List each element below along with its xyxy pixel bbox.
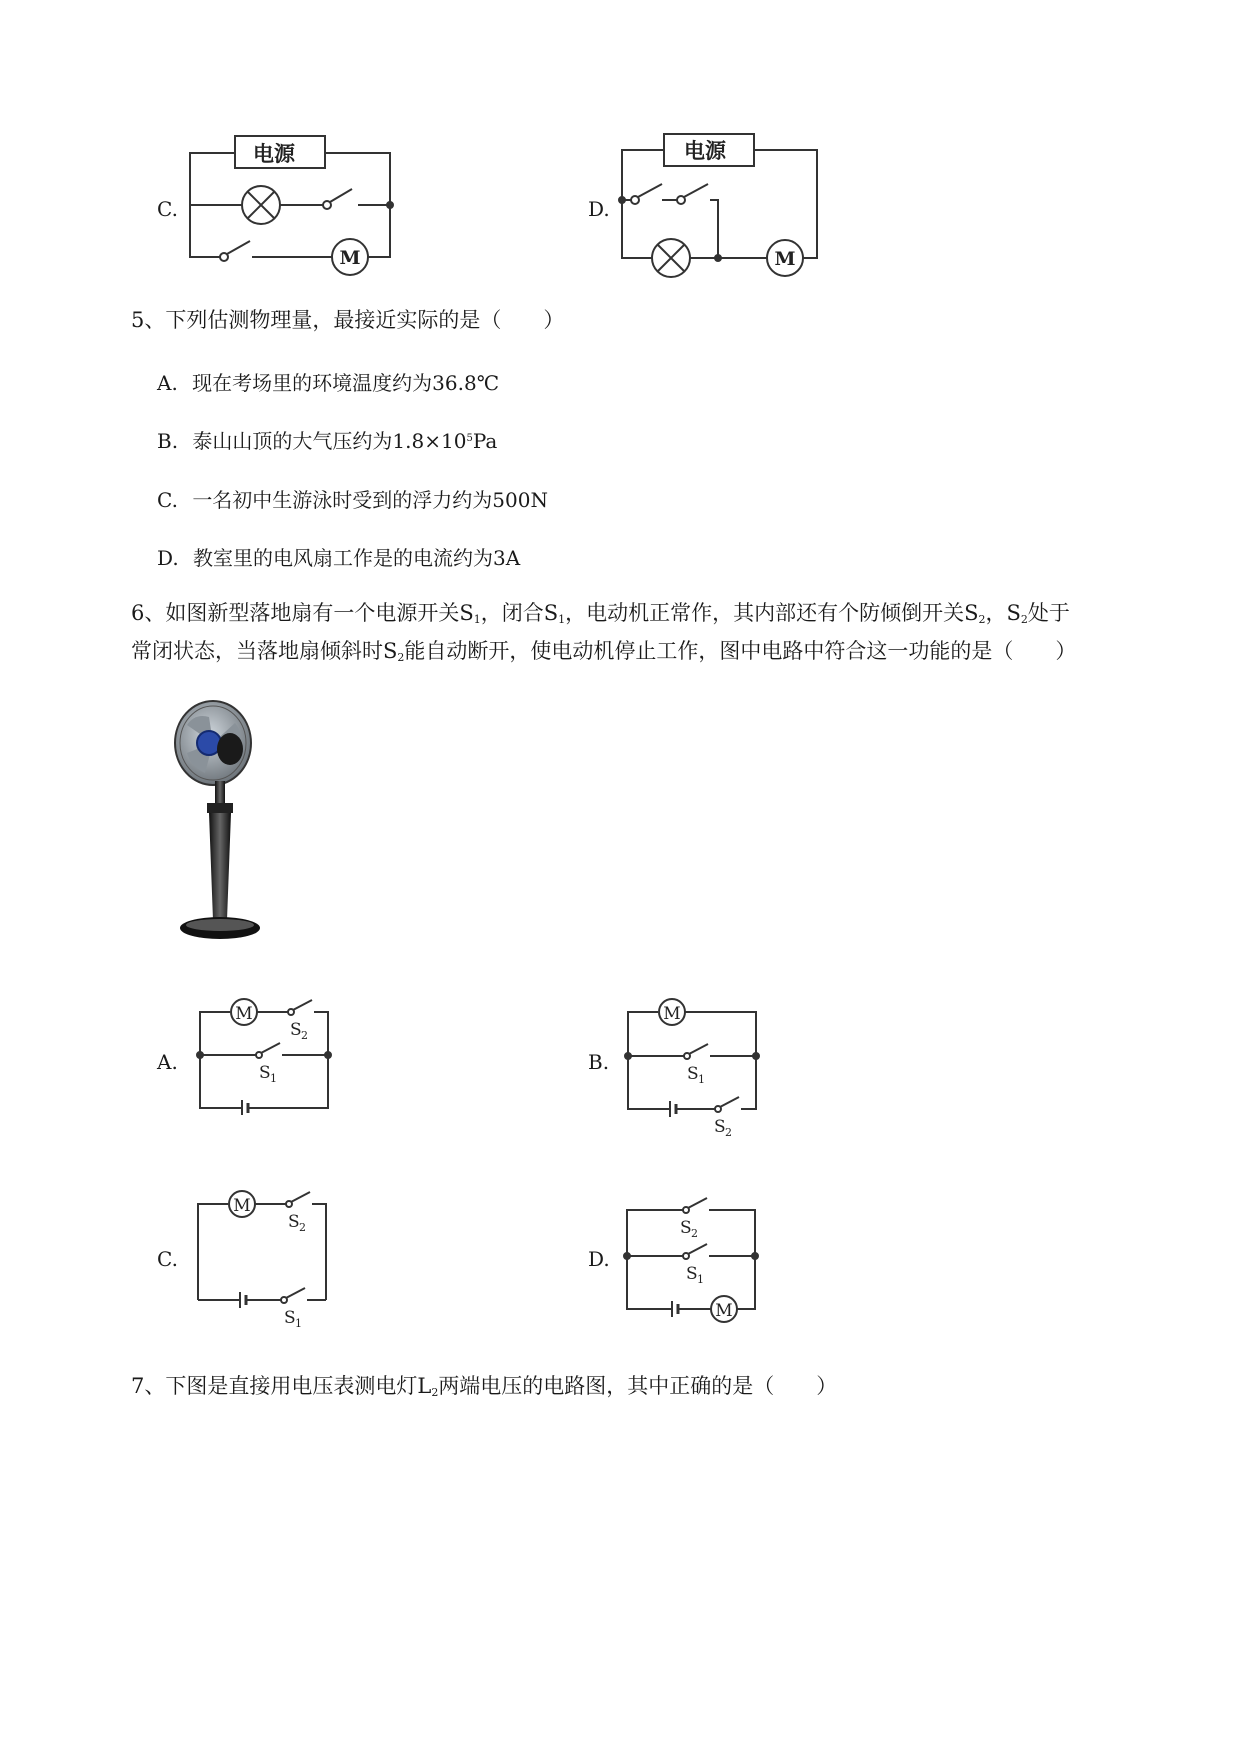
- option-letter: B.: [157, 429, 179, 453]
- svg-text:M: M: [339, 247, 361, 269]
- svg-text:2: 2: [691, 1227, 698, 1240]
- q4-option-d-letter: D.: [588, 197, 610, 221]
- q6-option-b-letter: B.: [588, 1050, 610, 1074]
- q6-option-d-circuit: [617, 1192, 772, 1327]
- svg-text:M: M: [233, 1196, 251, 1216]
- q5-option-a: [157, 367, 499, 396]
- q4-option-c-letter: C.: [157, 197, 178, 221]
- svg-text:2: 2: [725, 1126, 732, 1137]
- svg-text:S: S: [259, 1063, 271, 1083]
- svg-text:S: S: [284, 1308, 296, 1327]
- q6-stem-line1: 6、如图新型落地扇有一个电源开关$S_1$，闭合$S_1$，电动机正常作，其内部还有个防倾倒开关$S_2$，$S_2$处于: [131, 601, 1070, 626]
- option-text: 泰山山顶的大气压约为$1.8\times 10^5Pa$: [192, 429, 498, 453]
- svg-text:电源: 电源: [253, 141, 295, 166]
- q5-option-c: [157, 484, 548, 513]
- switch-icon: [677, 196, 685, 204]
- option-text: 教室里的电风扇工作是的电流约为3A: [193, 546, 521, 570]
- q6-option-a-letter: A.: [157, 1050, 178, 1074]
- svg-text:M: M: [715, 1301, 733, 1321]
- option-text: 一名初中生游泳时受到的浮力约为500N: [192, 488, 548, 512]
- svg-text:S: S: [686, 1264, 698, 1284]
- svg-text:M: M: [774, 248, 796, 270]
- q6-option-b-circuit: [618, 992, 773, 1137]
- svg-text:2: 2: [301, 1029, 308, 1042]
- q5-stem: 5、下列估测物理量，最接近实际的是（ ）: [131, 308, 565, 332]
- q6-option-a-circuit: [190, 990, 340, 1115]
- svg-text:1: 1: [295, 1317, 302, 1327]
- option-text: 现在考场里的环境温度约为36.8℃: [192, 371, 500, 395]
- svg-text:S: S: [687, 1064, 699, 1084]
- option-letter: C.: [157, 488, 178, 512]
- q5-option-b: [157, 425, 497, 454]
- svg-text:S: S: [680, 1218, 692, 1238]
- q6-stem-line2: 常闭状态，当落地扇倾斜时$S_2$能自动断开，使电动机停止工作，图中电路中符合这一功能的是（ ）: [131, 639, 1077, 664]
- switch-icon: [631, 196, 639, 204]
- svg-text:1: 1: [270, 1072, 277, 1085]
- q6-option-c-circuit: [188, 1182, 338, 1327]
- q4-option-c-circuit: [180, 125, 410, 285]
- svg-text:S: S: [290, 1020, 302, 1040]
- svg-text:M: M: [235, 1004, 253, 1024]
- switch-icon: [220, 253, 228, 261]
- svg-text:电源: 电源: [684, 138, 726, 163]
- svg-text:M: M: [663, 1004, 681, 1024]
- switch-icon: [323, 201, 331, 209]
- option-letter: A.: [157, 371, 178, 395]
- svg-text:S: S: [714, 1117, 726, 1137]
- q6-option-d-letter: D.: [588, 1247, 610, 1271]
- svg-text:S: S: [288, 1212, 300, 1232]
- option-letter: D.: [157, 546, 179, 570]
- standing-fan-image: [165, 695, 270, 950]
- svg-text:1: 1: [697, 1273, 704, 1286]
- q4-option-d-circuit: [612, 122, 832, 288]
- q7-stem: 7、下图是直接用电压表测电灯$L_2$两端电压的电路图，其中正确的是（ ）: [131, 1374, 838, 1399]
- svg-text:2: 2: [299, 1221, 306, 1234]
- svg-text:1: 1: [698, 1073, 705, 1086]
- q6-option-c-letter: C.: [157, 1247, 178, 1271]
- q5-option-d: [157, 542, 520, 571]
